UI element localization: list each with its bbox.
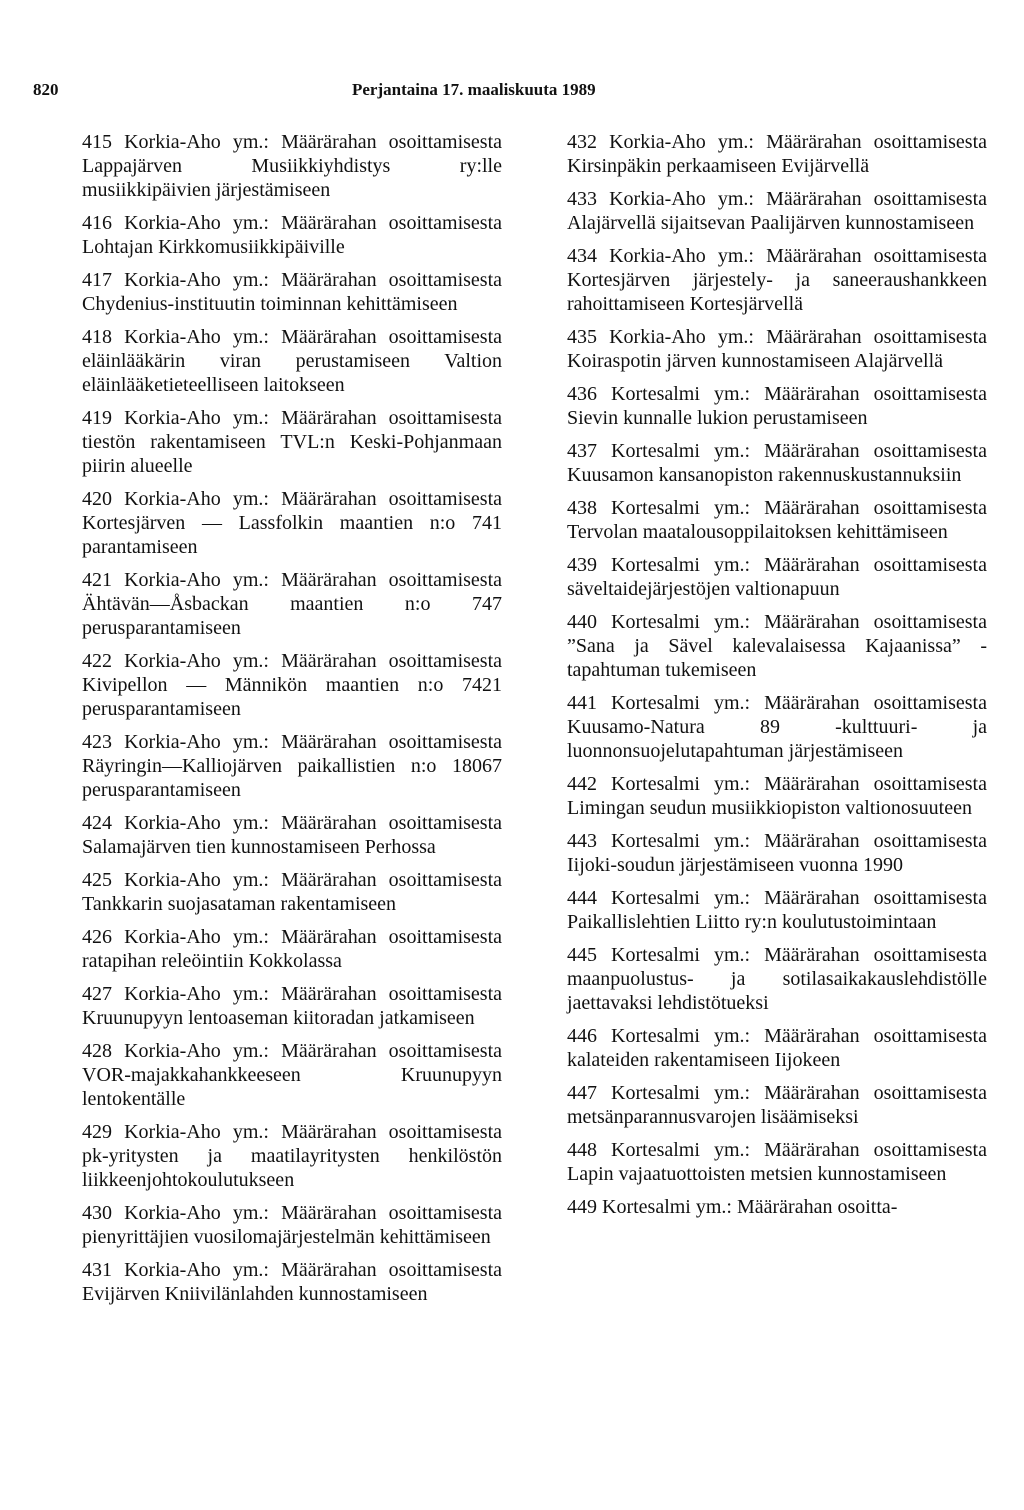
entry-416: 416 Korkia-Aho ym.: Määrärahan osoittamisesta Lohtajan Kirkkomusiikkipäiville (82, 212, 502, 258)
entry-425: 425 Korkia-Aho ym.: Määrärahan osoittamisesta Tankkarin suojasataman rakentamiseen (82, 869, 502, 915)
entry-415: 415 Korkia-Aho ym.: Määrärahan osoittamisesta Lappajärven Musiikkiyhdistys ry:lle musiikkipäivien järjestämiseen (82, 131, 502, 201)
entry-431: 431 Korkia-Aho ym.: Määrärahan osoittamisesta Evijärven Kniivilänlahden kunnostamiseen (82, 1259, 502, 1305)
entry-419: 419 Korkia-Aho ym.: Määrärahan osoittamisesta tiestön rakentamiseen TVL:n Keski-Pohjanmaan piirin alueelle (82, 407, 502, 477)
right-column (567, 130, 987, 1228)
entry-445: 445 Kortesalmi ym.: Määrärahan osoittamisesta maanpuolustus- ja sotilasaikakauslehdistölle jaettavaksi lehdistötueksi (567, 944, 987, 1014)
entry-434: 434 Korkia-Aho ym.: Määrärahan osoittamisesta Kortesjärven järjestely- ja saneeraushankkeen rahoittamiseen Kortesjärvellä (567, 245, 987, 315)
entry-436: 436 Kortesalmi ym.: Määrärahan osoittamisesta Sievin kunnalle lukion perustamiseen (567, 383, 987, 429)
entry-449: 449 Kortesalmi ym.: Määrärahan osoitta- (567, 1196, 898, 1218)
running-title: Perjantaina 17. maaliskuuta 1989 (352, 80, 596, 99)
entry-418: 418 Korkia-Aho ym.: Määrärahan osoittamisesta eläinlääkärin viran perustamiseen Valtion eläinlääketieteelliseen laitokseen (82, 326, 502, 396)
entry-444: 444 Kortesalmi ym.: Määrärahan osoittamisesta Paikallislehtien Liitto ry:n koulutustoimintaan (567, 887, 987, 933)
entry-427: 427 Korkia-Aho ym.: Määrärahan osoittamisesta Kruunupyyn lentoaseman kiitoradan jatkamiseen (82, 983, 502, 1029)
entry-448: 448 Kortesalmi ym.: Määrärahan osoittamisesta Lapin vajaatuottoisten metsien kunnostamiseen (567, 1139, 987, 1185)
entry-446: 446 Kortesalmi ym.: Määrärahan osoittamisesta kalateiden rakentamiseen Iijokeen (567, 1025, 987, 1071)
left-column (82, 130, 502, 1315)
entry-423: 423 Korkia-Aho ym.: Määrärahan osoittamisesta Räyringin—Kalliojärven paikallistien n:o 18067 perusparantamiseen (82, 731, 502, 801)
entry-424: 424 Korkia-Aho ym.: Määrärahan osoittamisesta Salamajärven tien kunnostamiseen Perhossa (82, 812, 502, 858)
entry-433: 433 Korkia-Aho ym.: Määrärahan osoittamisesta Alajärvellä sijaitsevan Paalijärven kunnostamiseen (567, 188, 987, 234)
entry-430: 430 Korkia-Aho ym.: Määrärahan osoittamisesta pienyrittäjien vuosilomajärjestelmän kehittämiseen (82, 1202, 502, 1248)
page-number: 820 (33, 80, 59, 99)
entry-432: 432 Korkia-Aho ym.: Määrärahan osoittamisesta Kirsinpäkin perkaamiseen Evijärvellä (567, 131, 987, 177)
entry-439: 439 Kortesalmi ym.: Määrärahan osoittamisesta säveltaidejärjestöjen valtionapuun (567, 554, 987, 600)
entry-447: 447 Kortesalmi ym.: Määrärahan osoittamisesta metsänparannusvarojen lisäämiseksi (567, 1082, 987, 1128)
entry-428: 428 Korkia-Aho ym.: Määrärahan osoittamisesta VOR-majakkahankkeeseen Kruunupyyn lentokentälle (82, 1040, 502, 1110)
entry-435: 435 Korkia-Aho ym.: Määrärahan osoittamisesta Koiraspotin järven kunnostamiseen Alajärvellä (567, 326, 987, 372)
entry-440: 440 Kortesalmi ym.: Määrärahan osoittamisesta ”Sana ja Sävel kalevalaisessa Kajaanissa” -tapahtuman tukemiseen (567, 611, 987, 681)
entry-443: 443 Kortesalmi ym.: Määrärahan osoittamisesta Iijoki-soudun järjestämiseen vuonna 1990 (567, 830, 987, 876)
entry-422: 422 Korkia-Aho ym.: Määrärahan osoittamisesta Kivipellon — Männikön maantien n:o 7421 perusparantamiseen (82, 650, 502, 720)
entry-441: 441 Kortesalmi ym.: Määrärahan osoittamisesta Kuusamo-Natura 89 -kulttuuri- ja luonnonsuojelutapahtuman järjestämiseen (567, 692, 987, 762)
entry-417: 417 Korkia-Aho ym.: Määrärahan osoittamisesta Chydenius-instituutin toiminnan kehittämiseen (82, 269, 502, 315)
entry-421: 421 Korkia-Aho ym.: Määrärahan osoittamisesta Ähtävän—Åsbackan maantien n:o 747 perusparantamiseen (82, 569, 502, 639)
entry-442: 442 Kortesalmi ym.: Määrärahan osoittamisesta Limingan seudun musiikkiopiston valtionosuuteen (567, 773, 987, 819)
entry-438: 438 Kortesalmi ym.: Määrärahan osoittamisesta Tervolan maatalousoppilaitoksen kehittämiseen (567, 497, 987, 543)
entry-429: 429 Korkia-Aho ym.: Määrärahan osoittamisesta pk-yritysten ja maatilayritysten henkilöstön liikkeenjohtokoulutukseen (82, 1121, 502, 1191)
entry-420: 420 Korkia-Aho ym.: Määrärahan osoittamisesta Kortesjärven — Lassfolkin maantien n:o 741 parantamiseen (82, 488, 502, 558)
entry-426: 426 Korkia-Aho ym.: Määrärahan osoittamisesta ratapihan releöintiin Kokkolassa (82, 926, 502, 972)
entry-437: 437 Kortesalmi ym.: Määrärahan osoittamisesta Kuusamon kansanopiston rakennuskustannuksiin (567, 440, 987, 486)
